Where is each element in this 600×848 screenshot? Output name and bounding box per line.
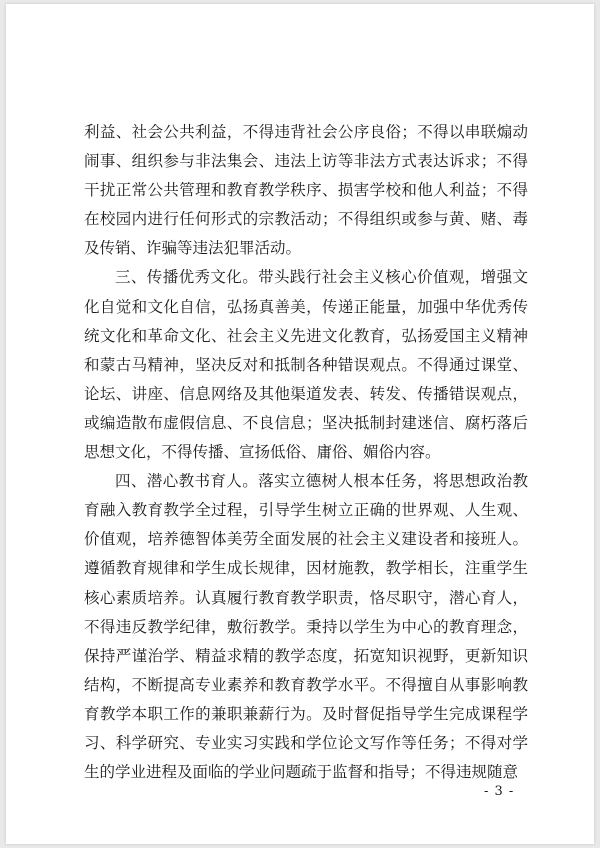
page-number: - 3 - — [484, 784, 515, 799]
document-body — [84, 118, 528, 787]
paragraph-section-3: 三、传播优秀文化。带头践行社会主义核心价值观，增强文化自觉和文化自信，弘扬真善美，传递正能量，加强中华优秀传统文化和革命文化、社会主义先进文化教育，弘扬爱国主义精神和蒙古马精神，坚决反对和抵制各种错误观点。不得通过课堂、论坛、讲座、信息网络及其他渠道发表、转发、传播错误观点，或编造散布虚假信息、不良信息；坚决抵制封建迷信、腐朽落后思想文化，不得传播、宣扬低俗、庸俗、媚俗内容。 — [84, 268, 528, 462]
document-page — [6, 4, 594, 844]
paragraph-section-4: 四、潜心教书育人。落实立德树人根本任务，将思想政治教育融入教育教学全过程，引导学生树立正确的世界观、人生观、价值观，培养德智体美劳全面发展的社会主义建设者和接班人。遵循教育规律和学生成长规律，因材施教，教学相长，注重学生核心素质培养。认真履行教育教学职责，恪尽职守，潜心育人，不得违反教学纪律，敷衍教学。秉持以学生为中心的教育理念，保持严谨治学、精益求精的教学态度，拓宽知识视野，更新知识结构，不断提高专业素养和教育教学水平。不得擅自从事影响教育教学本职工作的兼职兼薪行为。及时督促指导学生完成课程学习、科学研究、专业实习实践和学位论文写作等任务；不得对学生的学业进程及面临的学业问题疏于监督和指导；不得违规随意 — [84, 472, 528, 782]
paragraph-continuation: 利益、社会公共利益，不得违背社会公序良俗；不得以串联煽动闹事、组织参与非法集会、违法上访等非法方式表达诉求；不得干扰正常公共管理和教育教学秩序、损害学校和他人利益；不得在校园内进行任何形式的宗教活动；不得组织或参与黄、赌、毒及传销、诈骗等违法犯罪活动。 — [84, 123, 528, 258]
